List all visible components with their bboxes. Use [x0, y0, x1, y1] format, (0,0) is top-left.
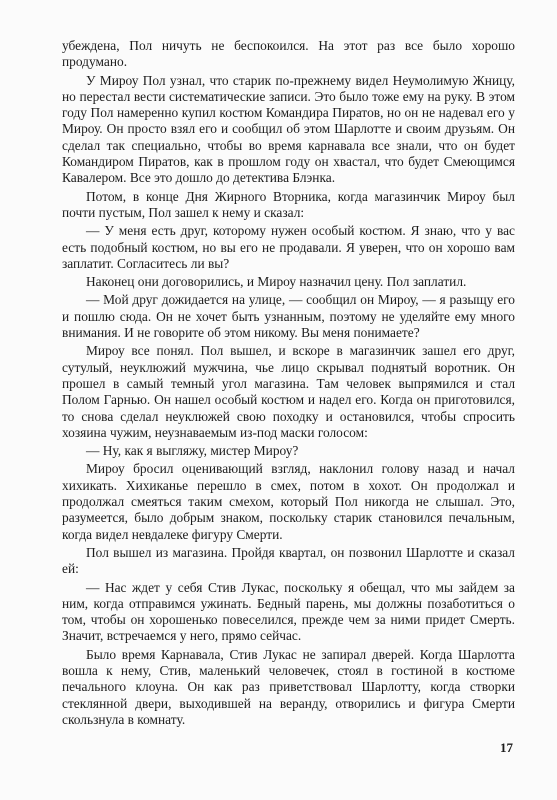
- paragraph: — Нас ждет у себя Стив Лукас, поскольку я обещал, что мы зайдем за ним, когда отправимся ужинать. Бедный парень, мы должны позаботиться о том, чтобы он хорошенько повеселился, прежде чем за ними придет Смерть. Значит, встречаемся у него, прямо сейчас.: [62, 579, 515, 644]
- paragraph: Наконец они договорились, и Мироу назначил цену. Пол заплатил.: [86, 274, 467, 290]
- paragraph: Пол вышел из магазина. Пройдя квартал, он позвонил Шарлотте и сказал ей:: [62, 544, 515, 577]
- paragraph: — Ну, как я выгляжу, мистер Мироу?: [86, 443, 299, 459]
- paragraph: — Мой друг дожидается на улице, — сообщил он Мироу, — я разыщу его и пошлю сюда. Он не хочет быть узнанным, поэтому не уделяйте ему много внимания. И не говорите об этом никому. Вы меня понимаете?: [62, 292, 515, 341]
- paragraph: Мироу все понял. Пол вышел, и вскоре в магазинчик зашел его друг, сутулый, неуклюжий мужчина, чье лицо скрывал поднятый воротник. Он прошел в самый темный угол магазина. Там человек выпрямился и стал Полом Гарнью. Он нашел особый костюм и надел его. Когда он приготовился, то снова сделал неуклюжей свою походку и остановился, чтобы спросить хозяина чужим, неузнаваемым из-под маски голосом:: [62, 343, 515, 440]
- paragraph: У Мироу Пол узнал, что старик по-прежнему видел Неумолимую Жницу, но перестал вести систематические записи. Это было тоже ему на руку. В этом году Пол намеренно купил костюм Командира Пиратов, но он не надевал его у Мироу. Он просто взял его и сообщил об этом Шарлотте и своим друзьям. Он сделал так специально, чтобы во время карнавала все знали, что он будет Командиром Пиратов, как в прошлом году он хвастал, что будет Смеющимся Кавалером. Все это дошло до детектива Блэнка.: [62, 72, 515, 186]
- paragraph: Потом, в конце Дня Жирного Вторника, когда магазинчик Мироу был почти пустым, Пол зашел к нему и сказал:: [62, 188, 515, 220]
- paragraph: Мироу бросил оценивающий взгляд, наклонил голову назад и начал хихикать. Хихиканье перешло в смех, потом в хохот. Он продолжал и продолжал смеяться таким смехом, который Пол никогда не слышал. Это, разумеется, было добрым знаком, поскольку старик становился печальным, когда видел невдалеке фигуру Смерти.: [62, 461, 515, 542]
- paragraph: убеждена, Пол ничуть не беспокоился. На этот раз все было хорошо продумано.: [62, 38, 515, 70]
- page-number: 17: [500, 740, 513, 755]
- paragraph: — У меня есть друг, которому нужен особый костюм. Я знаю, что у вас есть подобный костюм, но вы его не продавали. Я уверен, что он хорошо вам заплатит. Согласитесь ли вы?: [62, 223, 515, 271]
- body-text: [62, 38, 515, 728]
- paragraph: Было время Карнавала, Стив Лукас не запирал дверей. Когда Шарлотта вошла к нему, Стив, маленький человечек, стоял в гостиной в костюме печального клоуна. Он как раз приветствовал Шарлотту, когда створки стеклянной двери, выходившей на веранду, отворились и фигура Смерти скользнула в комнату.: [62, 646, 515, 727]
